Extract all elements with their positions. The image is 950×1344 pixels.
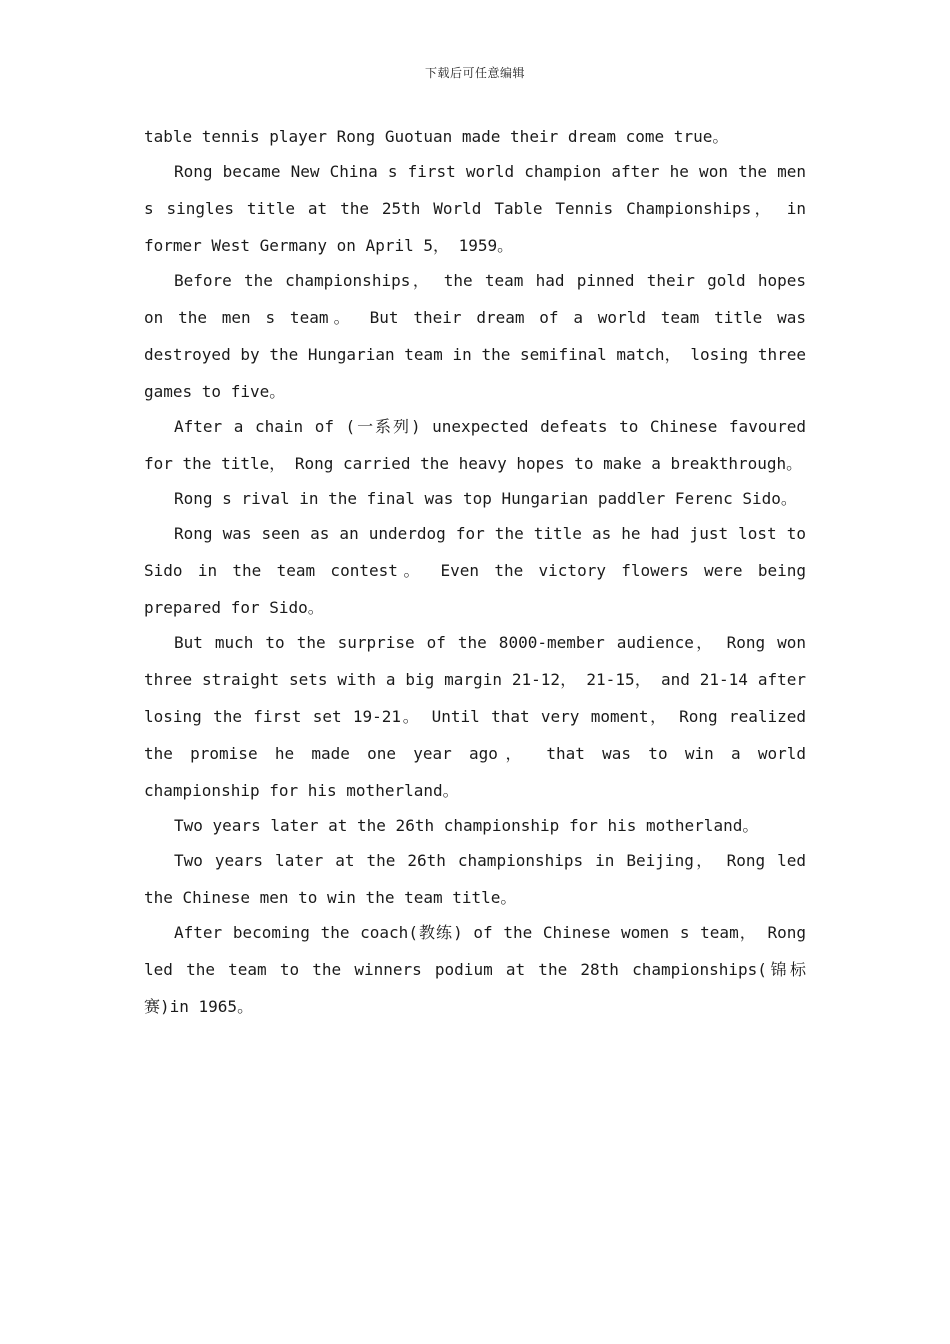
paragraph-3: Before the championships， the team had pinned their gold hopes on the men s team。 But their dream of a world team title was destroyed by the Hungarian team in the semifinal match， losing three games to five。 — [144, 271, 806, 401]
paragraph-1: table tennis player Rong Guotuan made their dream come true。 — [144, 127, 729, 146]
paragraph-10: After becoming the coach(教练) of the Chinese women s team， Rong led the team to the winners podium at the 28th championships(锦标赛)in 1965。 — [144, 923, 806, 1016]
paragraph-2: Rong became New China s first world champion after he won the men s singles title at the 25th World Table Tennis Championships， in former West Germany on April 5， 1959。 — [144, 162, 806, 255]
document-body — [144, 118, 806, 1025]
paragraph-5: Rong s rival in the final was top Hungarian paddler Ferenc Sido。 — [174, 489, 797, 508]
paragraph-6: Rong was seen as an underdog for the title as he had just lost to Sido in the team contest。 Even the victory flowers were being prepared for Sido。 — [144, 524, 806, 617]
paragraph-7: But much to the surprise of the 8000-member audience， Rong won three straight sets with a big margin 21-12， 21-15， and 21-14 after losing the first set 19-21。 Until that very moment， Rong realized the promise he made one year ago， that was to win a world championship for his motherland。 — [144, 633, 806, 800]
page-header: 下载后可任意编辑 — [424, 66, 525, 80]
paragraph-8: Two years later at the 26th championship for his motherland。 — [174, 816, 759, 835]
paragraph-4: After a chain of (一系列) unexpected defeats to Chinese favoured for the title， Rong carried the heavy hopes to make a breakthrough。 — [144, 417, 806, 473]
paragraph-9: Two years later at the 26th championships in Beijing， Rong led the Chinese men to win the team title。 — [144, 851, 806, 907]
